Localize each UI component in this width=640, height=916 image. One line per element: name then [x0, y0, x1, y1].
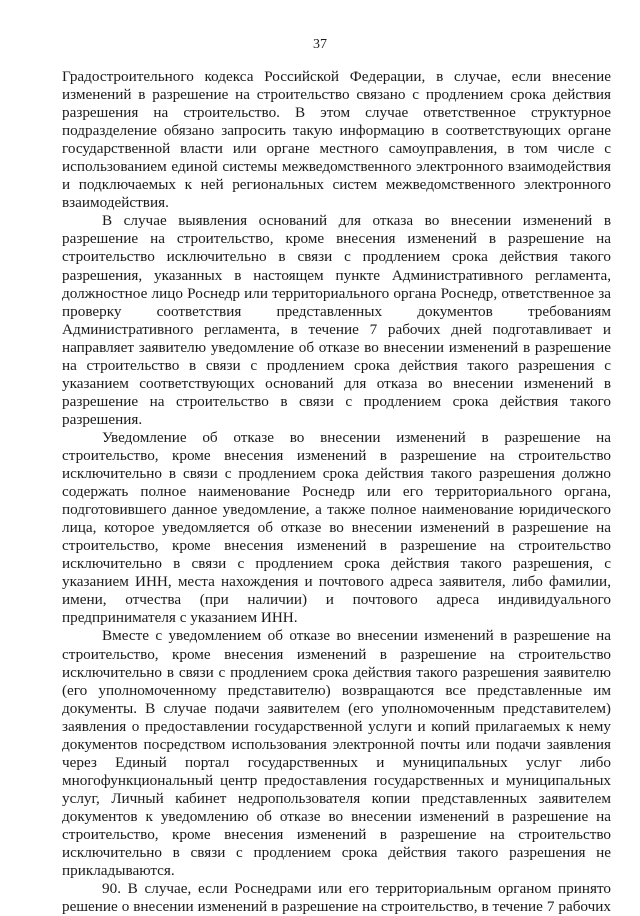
paragraph-item-90: 90. В случае, если Роснедрами или его территориальным органом принято решение о внесении изменений в разрешение на строительство, в течение 7 рабочих — [62, 880, 611, 916]
document-body — [62, 68, 611, 916]
paragraph-documents-return: Вместе с уведомлением об отказе во внесении изменений в разрешение на строительство, кроме внесения изменений в разрешение на строительство исключительно в связи с продлением срока действия такого разрешения заявителю (его уполномоченному представителю) возвращаются все представленные им документы. В случае подачи заявителем (его уполномоченным представителем) заявления о предоставлении государственной услуги и копий прилагаемых к нему документов посредством использования электронной почты или подачи заявления через Единый портал государственных и муниципальных услуг либо многофункциональный центр предоставления государственных и муниципальных услуг, Личный кабинет недропользователя копии представленных заявителем документов к уведомлению об отказе во внесении изменений в разрешение на строительство, кроме внесения изменений в разрешение на строительство исключительно в связи с продлением срока действия такого разрешения не прикладываются. — [62, 627, 611, 880]
page-number: 37 — [313, 37, 327, 52]
paragraph-refusal-grounds: В случае выявления оснований для отказа во внесении изменений в разрешение на строительство, кроме внесения изменений в разрешение на строительство исключительно в связи с продлением срока действия такого разрешения, указанных в настоящем пункте Административного регламента, должностное лицо Роснедр или территориального органа Роснедр, ответственное за проверку соответствия представленных документов требованиям Административного регламента, в течение 7 рабочих дней подготавливает и направляет заявителю уведомление об отказе во внесении изменений в разрешение на строительство в связи с продлением срока действия такого разрешения с указанием соответствующих оснований для отказа во внесении изменений в разрешение на строительство в связи с продлением срока действия такого разрешения. — [62, 212, 611, 428]
paragraph-refusal-notice-content: Уведомление об отказе во внесении изменений в разрешение на строительство, кроме внесения изменений в разрешение на строительство исключительно в связи с продлением срока действия такого разрешения должно содержать полное наименование Роснедр или его территориального органа, подготовившего данное уведомление, а также полное наименование юридического лица, которое уведомляется об отказе во внесении изменений в разрешение на строительство, кроме внесения изменений в разрешение на строительство исключительно в связи с продлением срока действия такого разрешения, с указанием ИНН, места нахождения и почтового адреса заявителя, либо фамилии, имени, отчества (при наличии) и почтового адреса индивидуального предпринимателя с указанием ИНН. — [62, 428, 611, 627]
paragraph-continuation: Градостроительного кодекса Российской Федерации, в случае, если внесение изменений в разрешение на строительство связано с продлением срока действия разрешения на строительство. В этом случае ответственное структурное подразделение обязано запросить такую информацию в соответствующих органе государственной власти или органе местного самоуправления, в том числе с использованием единой системы межведомственного электронного взаимодействия и подключаемых к ней региональных систем межведомственного электронного взаимодействия. — [62, 68, 611, 212]
